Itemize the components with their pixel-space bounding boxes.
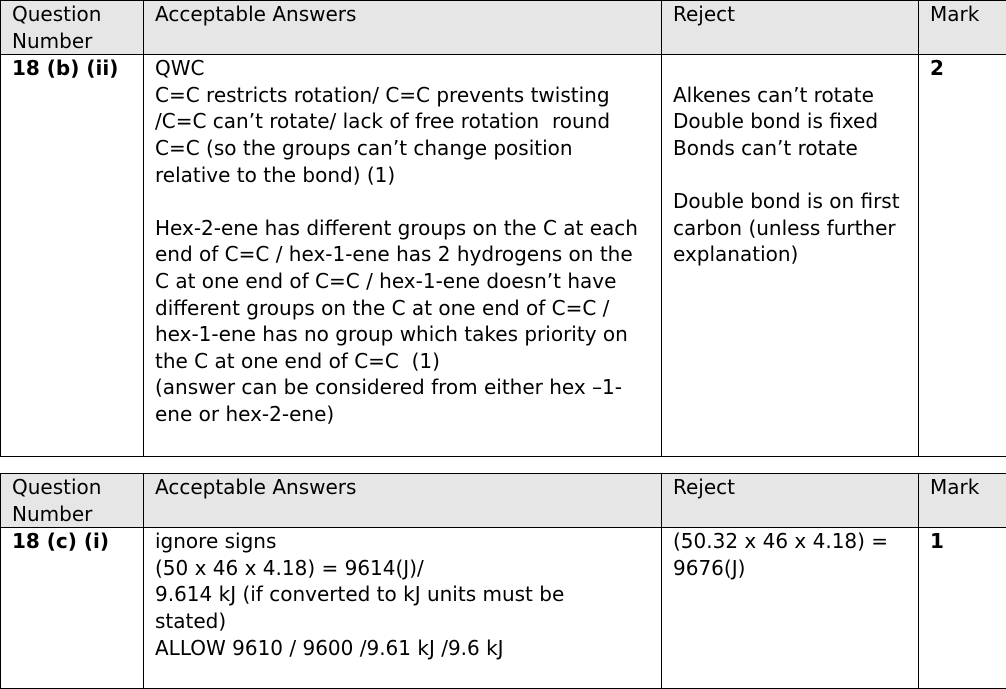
acceptable-answers-cell: ignore signs (50 x 46 x 4.18) = 9614(J)/ 9.614 kJ (if converted to kJ units must be stated) ALLOW 9610 / 9600 /9.61 kJ /9.6 kJ: [144, 528, 662, 689]
header-acceptable-answers: Acceptable Answers: [144, 1, 662, 55]
table-header-row: [1, 1, 1006, 55]
reject-cell: [662, 55, 919, 457]
header-reject: Reject: [662, 1, 919, 55]
question-number: 18 (b) (ii): [1, 55, 144, 457]
header-mark: Mark: [919, 1, 1006, 55]
reject-groups-point: Double bond is on first carbon (unless further explanation): [673, 189, 900, 267]
table-row: [1, 528, 1006, 689]
reject-rotation-point: Alkenes can’t rotate Double bond is fixed Bonds can’t rotate: [673, 82, 879, 160]
table-header-row: [1, 474, 1006, 528]
answer-rotation-point: C=C restricts rotation/ C=C prevents twisting /C=C can’t rotate/ lack of free rotation round C=C (so the groups can’t change position relative to the bond) (1): [155, 82, 611, 187]
mark-value: 2: [919, 55, 1006, 457]
question-number: 18 (c) (i): [1, 528, 144, 689]
acceptable-answers-cell: [144, 55, 662, 457]
answer-groups-point: Hex-2-ene has different groups on the C at each end of C=C / hex-1-ene has 2 hydrogens on the C at one end of C=C / hex-1-ene doesn’t have different groups on the C at one end of C=C / hex-1-ene has no group which takes priority on the C at one end of C=C (1) (answer can be considered from either hex –1- ene or hex-2-ene): [155, 215, 638, 426]
header-reject: Reject: [662, 474, 919, 528]
mark-scheme-table-18c-i: [0, 473, 1006, 689]
header-question-number: Question Number: [1, 1, 144, 55]
table-row: [1, 55, 1006, 457]
header-question-number: Question Number: [1, 474, 144, 528]
reject-cell: (50.32 x 46 x 4.18) = 9676(J): [662, 528, 919, 689]
header-acceptable-answers: Acceptable Answers: [144, 474, 662, 528]
header-mark: Mark: [919, 474, 1006, 528]
answer-qwc-label: QWC: [155, 56, 205, 81]
mark-value: 1: [919, 528, 1006, 689]
